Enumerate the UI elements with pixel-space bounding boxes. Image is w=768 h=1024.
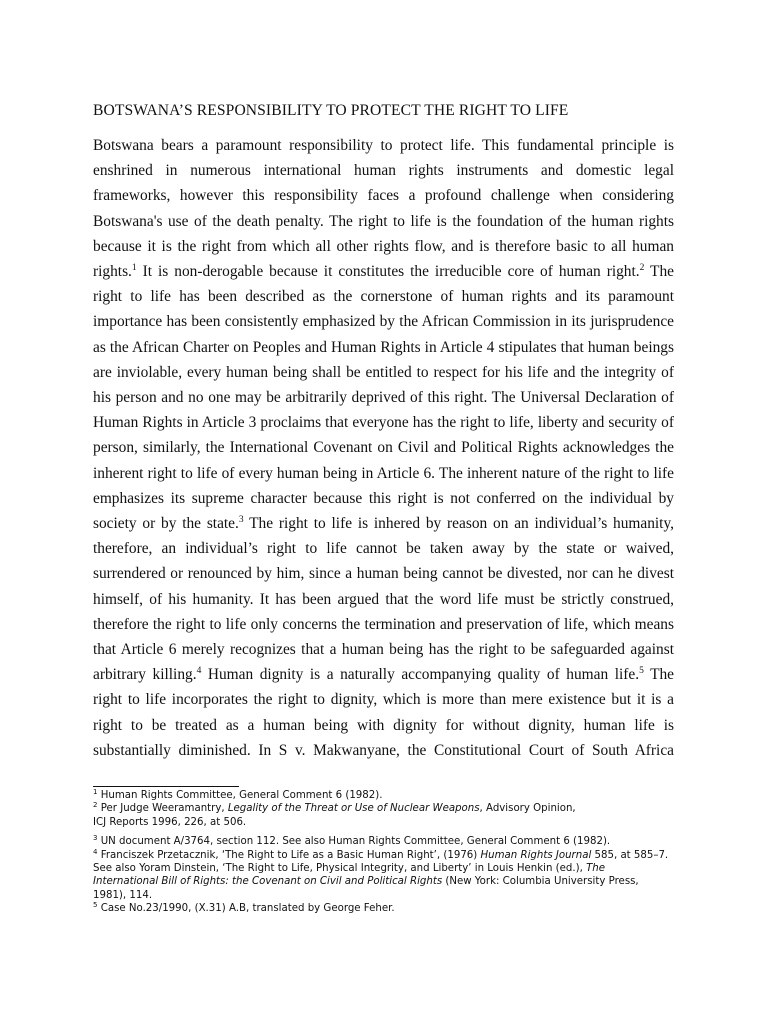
footnote-ref[interactable]: 4 [196, 666, 202, 677]
footnote-text-run: Human Rights Committee, General Comment 6 (1982). [100, 790, 383, 801]
body-text-run: It is non-derogable because it constitutes the irreducible core of human right. [136, 263, 640, 281]
footnote-line [93, 902, 683, 915]
footnote-number: 2 [93, 801, 98, 810]
footnote-ref[interactable]: 5 [639, 666, 644, 677]
footnote-separator [93, 786, 239, 787]
footnote-text-run: (New York: Columbia University Press, [442, 876, 639, 888]
footnote-1 [93, 789, 683, 802]
footnote-number: 3 [93, 834, 98, 843]
footnote-2 [93, 802, 683, 829]
footnote-text-run: See also Yoram Dinstein, ‘The Right to Life, Physical Integrity, and Liberty’ in Louis Henkin (ed.), [93, 863, 587, 875]
footnote-italic-run: Human Rights Journal [480, 849, 592, 861]
footnote-text-run: 585, at 585–7. [591, 849, 669, 861]
body-text-run: Botswana bears a paramount responsibility to protect life. This fundamental principle is enshrined in numerous international human rights instruments and domestic legal frameworks, however this responsibility faces a profound challenge when considering Botswana's use of the death penalty. The right to life is the foundation of the human rights because it is the right from which all other rights flow, and is therefore basic to all human rights. [93, 137, 674, 281]
body-text-run: The right to life has been described as the cornerstone of human rights and its paramount importance has been consistently emphasized by the African Commission in its jurisprudence as the African Charter on Peoples and Human Rights in Article 4 stipulates that human beings are inviolable, every human being shall be entitled to respect for his life and the integrity of his person and no one may be arbitrarily deprived of this right. The Universal Declaration of Human Rights in Article 3 proclaims that everyone has the right to life, liberty and security of person, similarly, the International Covenant on Civil and Political Rights acknowledges the inherent right to life of every human being in Article 6. The inherent nature of the right to life emphasizes its supreme character because this right is not conferred on the individual by society or by the state. [93, 263, 674, 533]
footnote-line [93, 849, 683, 862]
body-text-run: The right to life incorporates the right to dignity, which is more than mere existence but it is a right to be treated as a human being with dignity for without dignity, human life is substantially diminished. In S v. Makwanyane, the Constitutional Court of South Africa [93, 666, 675, 759]
footnote-italic-run: International Bill of Rights: the Covenant on Civil and Political Rights [93, 876, 443, 888]
footnote-number: 5 [93, 901, 98, 910]
footnote-4 [93, 849, 683, 903]
footnote-text-run: ICJ Reports 1996, 226, at 506. [93, 816, 247, 828]
footnote-line [93, 816, 683, 829]
document-title: BOTSWANA’S RESPONSIBILITY TO PROTECT THE RIGHT TO LIFE [93, 102, 569, 119]
footnote-number: 1 [93, 788, 98, 796]
footnote-text-run: Per Judge Weeramantry, [100, 803, 228, 815]
footnote-line [93, 789, 683, 802]
footnote-text-run: Franciszek Przetacznik, ‘The Right to Life as a Basic Human Right’, (1976) [100, 849, 481, 861]
footnote-text-run: UN document A/3764, section 112. See also Human Rights Committee, General Comment 6 (1982). [100, 836, 611, 848]
footnote-italic-run: The [586, 863, 606, 875]
footnotes [93, 789, 683, 916]
footnote-text-run: 1981), 114. [93, 889, 153, 901]
body-text-run: The right to life is inhered by reason on an individual’s humanity, therefore, an individual’s right to life cannot be taken away by the state or waived, surrendered or renounced by him, since a human being cannot be divested, nor can he divest himself, of his humanity. It has been argued that the word life must be strictly construed, therefore the right to life only concerns the termination and preservation of life, which means that Article 6 merely recognizes that a human being has the right to be safeguarded against arbitrary killing. [93, 515, 674, 684]
footnote-line [93, 875, 683, 888]
body-paragraph [93, 133, 674, 763]
footnote-3 [93, 835, 683, 848]
footnote-number: 4 [93, 847, 98, 856]
footnote-ref[interactable]: 3 [238, 515, 244, 526]
footnote-5 [93, 902, 683, 915]
footnote-ref[interactable]: 1 [131, 263, 137, 274]
footnote-text-run: , Advisory Opinion, [479, 803, 576, 815]
footnote-text-run: Case No.23/1990, (X.31) A.B, translated by George Feher. [100, 903, 395, 915]
footnote-line [93, 835, 683, 848]
body-text-run: Human dignity is a naturally accompanying quality of human life. [201, 666, 640, 684]
footnote-italic-run: Legality of the Threat or Use of Nuclear Weapons [227, 803, 480, 815]
footnote-ref[interactable]: 2 [639, 263, 645, 274]
footnote-line [93, 802, 683, 815]
footnote-line [93, 889, 683, 902]
footnote-line [93, 862, 683, 875]
